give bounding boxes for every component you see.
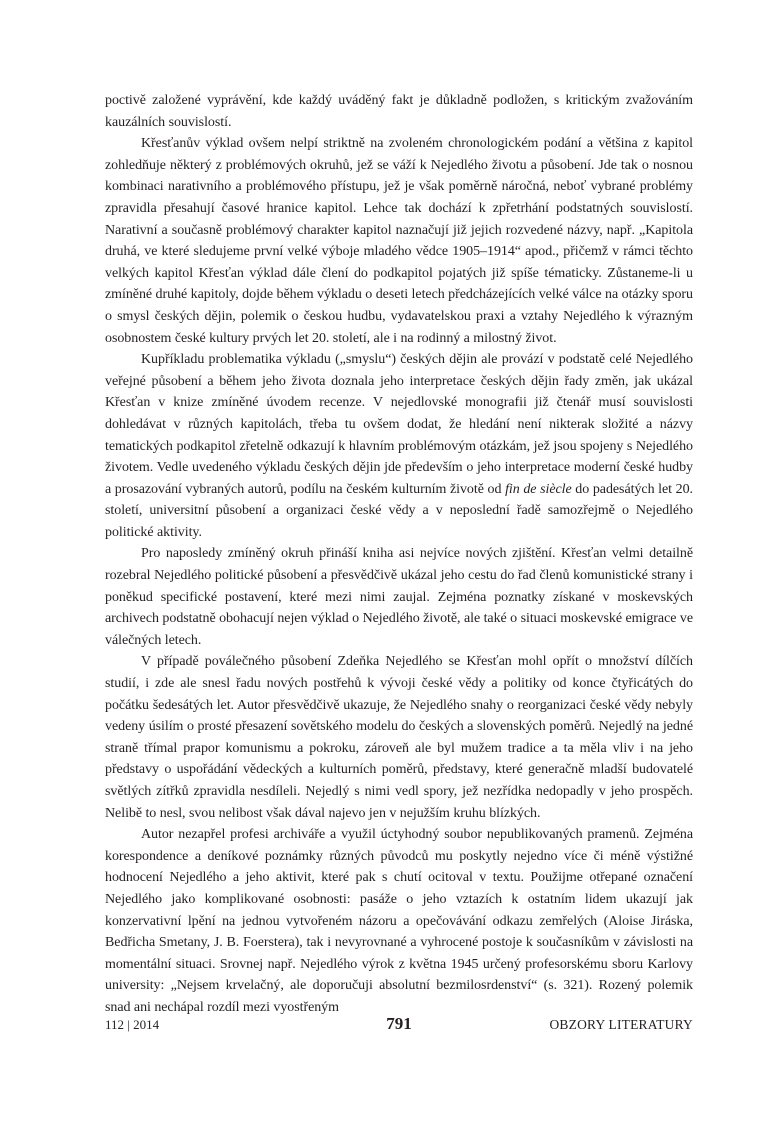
body-text (105, 90, 693, 1019)
paragraph-4: Pro naposledy zmíněný okruh přináší kniha asi nejvíce nových zjištění. Křesťan velmi detailně rozebral Nejedlého politické působení a přesvědčivě ukázal jeho cestu do řad členů komunistické strany i poněkud specifické postavení, které mezi nimi zaujal. Zejména poznatky získané v moskevských archivech podstatně obohacují nejen výklad o Nejedlého životě, ale také o situaci moskevské emigrace ve válečných letech. (105, 546, 693, 648)
paragraph-3-before: Kupříkladu problematika výkladu („smyslu“) českých dějin ale provází v podstatě celé Nejedlého veřejné působení a během jeho života doznala jeho interpretace českých dějin řady změn, jak ukázal Křesťan v knize zmíněné úvodem recenze. V nejedlovské monografii již čtenář musí souvislosti dohledávat v různých kapitolách, třeba tu ovšem dodat, že hledání není nikterak složité a názvy tematických podkapitol zřetelně odkazují k hlavním problémovým otázkám, jež jsou spojeny s Nejedlého životem. Vedle uvedeného výkladu českých dějin jde především o jeho interpretace moderní české hudby a prosazování vybraných autorů, podílu na českém kulturním životě od (105, 352, 693, 497)
paragraph-1: poctivě založené vyprávění, kde každý uváděný fakt je důkladně podložen, s kritickým zvažováním kauzálních souvislostí. (105, 93, 693, 130)
paragraph-3-italic-phrase: fin de siècle (505, 481, 572, 497)
paragraph-3-after: do padesátých let 20. století, universitní působení a organizaci české vědy a v neposlední řadě samozřejmě o Nejedlého politické aktivity. (105, 481, 693, 540)
issue-label: 112 | 2014 (105, 1017, 160, 1032)
paragraph-6: Autor nezapřel profesi archiváře a využil úctyhodný soubor nepublikovaných pramenů. Zejména korespondence a deníkové poznámky různých původců mu poskytly nejedno více či méně výstižné hodnocení Nejedlého a jeho aktivit, které pak s chutí ocitoval v textu. Použijme otřepané označení Nejedlého jako komplikované osobnosti: pasáže o jeho vztazích k ostatním lidem ukazují jak konzervativní lpění na jednou vytvořeném názoru a opečovávání odkazu zemřelých (Aloise Jiráska, Bedřicha Smetany, J. B. Foerstera), tak i nevyrovnané a vyhrocené postoje k současníkům v závislosti na momentální situaci. Srovnej např. Nejedlého výrok z května 1945 určený profesorskému sboru Karlovy university: „Nejsem krvelačný, ale doporučuji absolutní bezmilosrdenství“ (s. 321). Rozený polemik snad ani nechápal rozdíl mezi vyostřeným (105, 827, 693, 1015)
paragraph-5: V případě poválečného působení Zdeňka Nejedlého se Křesťan mohl opřít o množství dílčích studií, i zde ale snesl řadu nových postřehů k vývoji české vědy a politiky od konce čtyřicátých do počátku šedesátých let. Autor přesvědčivě ukazuje, že Nejedlého snahy o reorganizaci české vědy nebyly vedeny úsilím o prosté přesazení sovětského modelu do českých a slovenských poměrů. Nejedlý na jedné straně třímal prapor komunismu a pokroku, zároveň ale byl mužem tradice a ta měla vliv i na jeho představy o uspořádání vědeckých a kulturních poměrů, představy, které generačně mladší budovatelé světlých zítřků zpravidla nesdíleli. Nejedlý s nimi vedl spory, jež nezřídka nedopadly v jeho prospěch. Nelibě to nesl, svou nelibost však dával najevo jen v nejužším kruhu blízkých. (105, 654, 693, 821)
page-footer (105, 1014, 693, 1036)
page-number: 791 (386, 1014, 412, 1033)
journal-title: OBZORY LITERATURY (549, 1017, 693, 1032)
paragraph-3 (105, 349, 693, 543)
paragraph-2: Křesťanův výklad ovšem nelpí striktně na zvoleném chronologickém podání a většina z kapitol zohledňuje některý z problémových okruhů, jež se váží k Nejedlého životu a působení. Jde tak o nosnou kombinaci narativního a problémového přístupu, jež je však poměrně náročná, neboť vybrané problémy zpravidla přesahují časové hranice kapitol. Lehce tak dochází k zpřetrhání podstatných souvislostí. Narativní a současně problémový charakter kapitol naznačují již jejich rozvedené názvy, např. „Kapitola druhá, ve které sledujeme první velké výboje mladého vědce 1905–1914“ apod., přičemž v rámci těchto velkých kapitol Křesťan výklad dále člení do podkapitol pojatých již spíše tématicky. Zůstaneme-li u zmíněné druhé kapitoly, dojde během výkladu o deseti letech předcházejících velké válce na otázky sporu o smysl českých dějin, polemik o českou hudbu, vydavatelskou praxi a vztahy Nejedlého k výrazným osobnostem české kultury prvých let 20. století, ale i na rodinný a milostný život. (105, 136, 693, 346)
